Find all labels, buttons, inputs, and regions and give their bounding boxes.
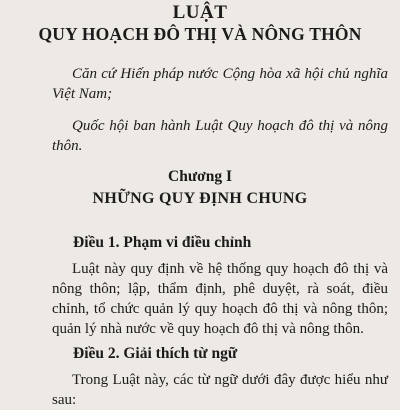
chapter-title: NHỮNG QUY ĐỊNH CHUNG [92, 190, 308, 207]
chapter-label: Chương I [168, 168, 232, 185]
preamble-enactment: Quốc hội ban hành Luật Quy hoạch đô thị và nông thôn. [52, 118, 388, 154]
article-1-body: Luật này quy định về hệ thống quy hoạch đô thị và nông thôn; lập, thẩm định, phê duyệt, rà soát, điều chỉnh, tổ chức quản lý quy hoạch đô thị và nông thôn; quản lý nhà nước về quy hoạch đô thị và nông thôn. [52, 261, 388, 337]
law-title: LUẬT [172, 2, 228, 23]
law-subtitle: QUY HOẠCH ĐÔ THỊ VÀ NÔNG THÔN [38, 24, 362, 44]
article-2-heading: Điều 2. Giải thích từ ngữ [73, 345, 238, 362]
article-1-heading: Điều 1. Phạm vi điều chỉnh [73, 234, 252, 251]
preamble-constitution: Căn cứ Hiến pháp nước Cộng hòa xã hội chủ nghĩa Việt Nam; [52, 66, 388, 102]
article-2-body: Trong Luật này, các từ ngữ dưới đây được hiểu như sau: [52, 372, 388, 408]
